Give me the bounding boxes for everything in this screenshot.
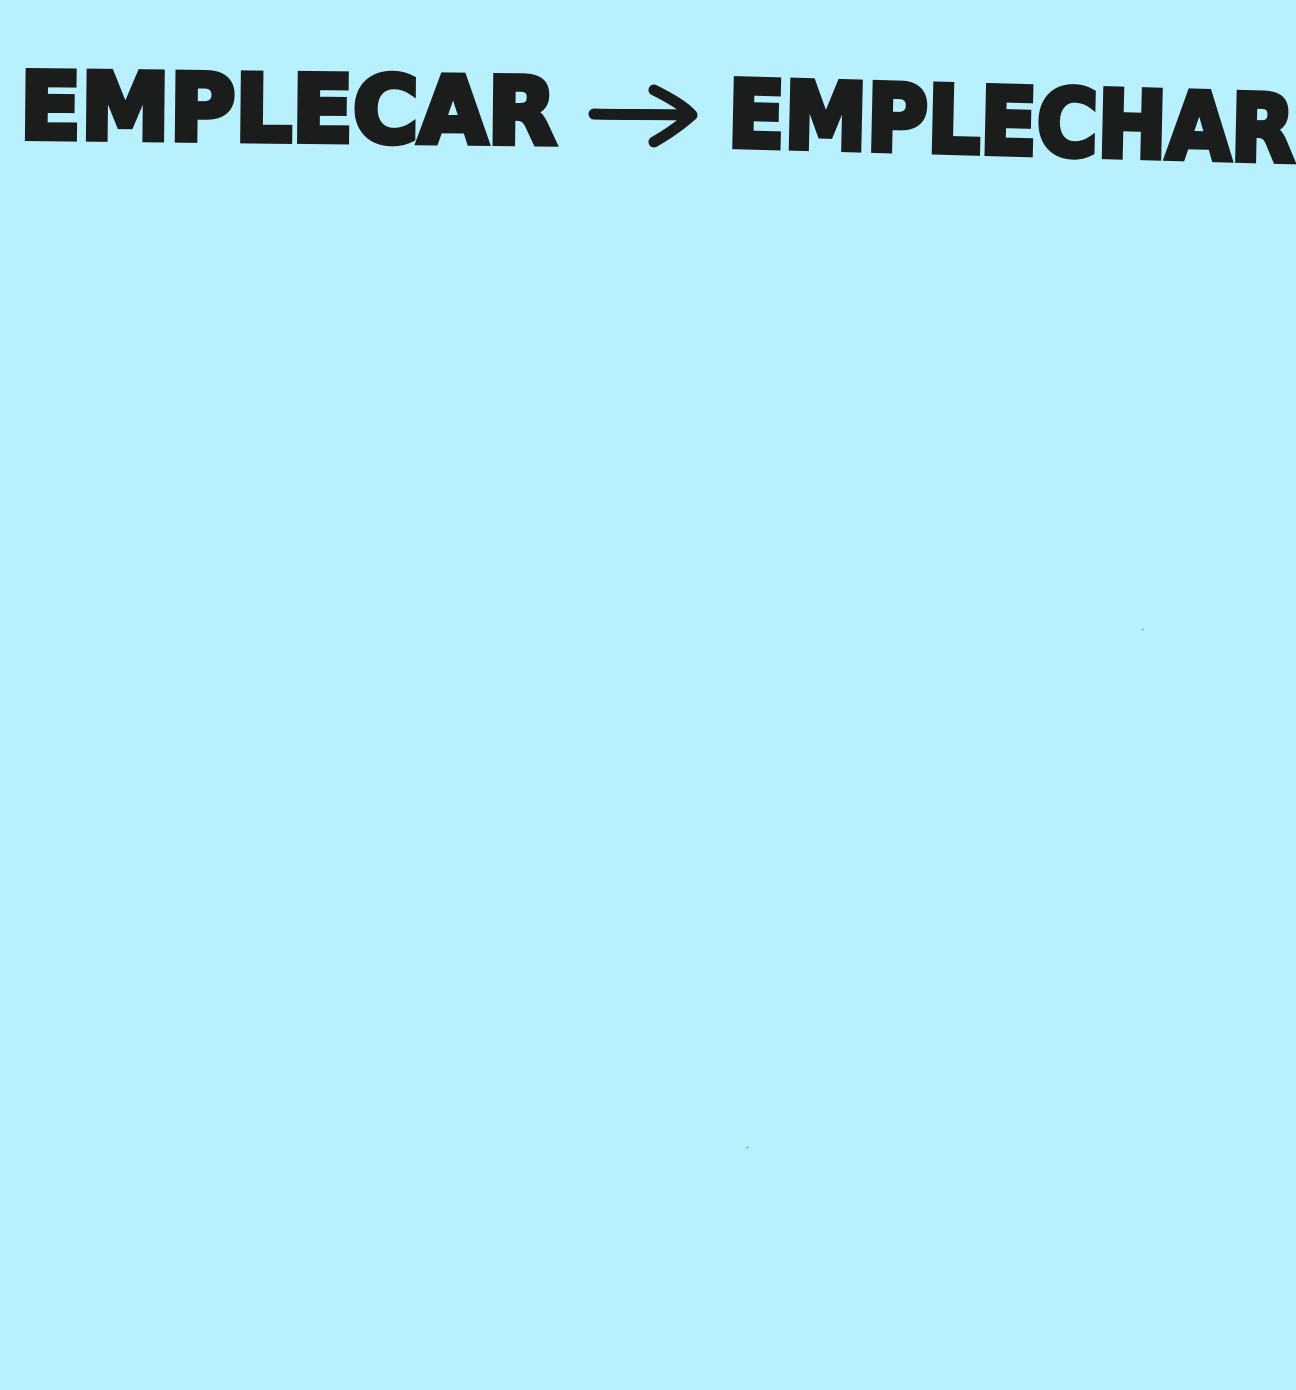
handwritten-word-emplecar: EMPLECAR xyxy=(19,53,557,166)
handwritten-word-emplechar: EMPLECHAR xyxy=(726,61,1296,184)
paper-speck xyxy=(746,1146,749,1149)
paper-speck xyxy=(1141,628,1144,631)
right-arrow-icon xyxy=(588,84,700,148)
